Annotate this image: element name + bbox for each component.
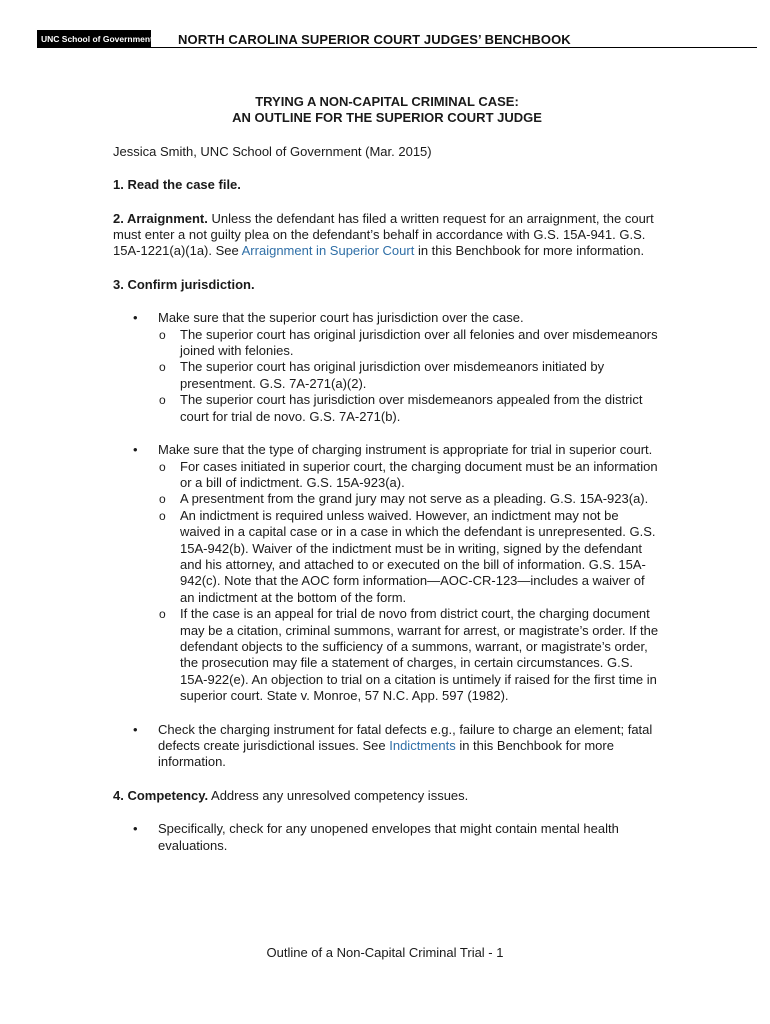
section-4-text: Address any unresolved competency issues. bbox=[208, 787, 469, 803]
unc-sog-logo: UNC School of Government bbox=[37, 30, 151, 48]
jurisdiction-list bbox=[113, 310, 661, 771]
title-line-1: TRYING A NON-CAPITAL CRIMINAL CASE: bbox=[255, 94, 519, 109]
sub-list-item: o A presentment from the grand jury may not serve as a pleading. G.S. 15A-923(a). bbox=[158, 491, 661, 507]
list-item bbox=[113, 442, 661, 705]
sub-list bbox=[158, 459, 661, 705]
bullet-text: • Make sure that the superior court has jurisdiction over the case. bbox=[158, 310, 524, 326]
section-2-heading: 2. Arraignment. bbox=[113, 210, 208, 226]
sub-list-item: o If the case is an appeal for trial de novo from district court, the charging document may be a citation, criminal summons, warrant for arrest, or magistrate’s order. If the defendant objects to the sufficiency of a summons, warrant, or magistrate’s order, the prosecution may file a statement of charges, in certain circumstances. G.S. 15A-922(e). An objection to trial on a citation is untimely if raised for the first time in superior court. State v. Monroe, 57 N.C. App. 597 (1982). bbox=[158, 606, 661, 704]
competency-list bbox=[113, 821, 661, 854]
bullet-text: • Make sure that the type of charging instrument is appropriate for trial in superior court. bbox=[158, 442, 653, 458]
section-3-heading: 3. Confirm jurisdiction. bbox=[113, 276, 255, 292]
section-4-paragraph bbox=[113, 788, 661, 804]
section-1-heading: 1. Read the case file. bbox=[113, 177, 241, 193]
document-body bbox=[113, 94, 661, 854]
sub-list bbox=[158, 327, 661, 425]
header-rule bbox=[151, 47, 757, 48]
sub-list-item: o The superior court has jurisdiction over misdemeanors appealed from the district court for trial de novo. G.S. 7A-271(b). bbox=[158, 392, 661, 425]
list-item bbox=[113, 310, 661, 425]
page-footer: Outline of a Non-Capital Criminal Trial - 1 bbox=[266, 945, 504, 960]
page-header bbox=[37, 30, 757, 48]
sub-list-item: o An indictment is required unless waived. However, an indictment may not be waived in a capital case or in a case in which the defendant is unrepresented. G.S. 15A-942(b). Waiver of the indictment must be in writing, signed by the defendant and his attorney, and attached to or executed on the bill of information. G.S. 15A-942(c). Note that the AOC form information—AOC-CR-123—includes a waiver of an indictment at the bottom of the form. bbox=[158, 508, 661, 606]
arraignment-link[interactable]: Arraignment in Superior Court bbox=[241, 243, 415, 259]
author-line: Jessica Smith, UNC School of Government (Mar. 2015) bbox=[113, 143, 432, 159]
section-4-heading: 4. Competency. bbox=[113, 787, 209, 803]
sub-list-item: o The superior court has original jurisdiction over misdemeanors initiated by presentment. G.S. 7A-271(a)(2). bbox=[158, 359, 661, 392]
section-2-text-end: in this Benchbook for more information. bbox=[414, 243, 645, 259]
bullet-text-end: in this Benchbook for more information. bbox=[158, 738, 614, 770]
document-title bbox=[113, 94, 661, 127]
sub-list-item: o For cases initiated in superior court, the charging document must be an information or a bill of indictment. G.S. 15A-923(a). bbox=[158, 459, 661, 492]
list-item bbox=[113, 722, 661, 771]
sub-list-item: o The superior court has original jurisdiction over all felonies and over misdemeanors joined with felonies. bbox=[158, 327, 661, 360]
section-2-paragraph bbox=[113, 211, 661, 260]
bullet-text: Check the charging instrument for fatal defects e.g., failure to charge an element; fatal defects create jurisdictional issues. See bbox=[158, 721, 653, 753]
section-2-text: Unless the defendant has filed a written request for an arraignment, the court must enter a not guilty plea on the defendant’s behalf in accordance with G.S. 15A-941. G.S. 15A-1221(a)(1a). See bbox=[113, 210, 654, 259]
list-item: • Specifically, check for any unopened envelopes that might contain mental health evaluations. bbox=[113, 821, 661, 854]
benchbook-title: NORTH CAROLINA SUPERIOR COURT JUDGES’ BENCHBOOK bbox=[178, 32, 571, 47]
title-line-2: AN OUTLINE FOR THE SUPERIOR COURT JUDGE bbox=[232, 110, 542, 126]
indictments-link[interactable]: Indictments bbox=[389, 738, 456, 753]
